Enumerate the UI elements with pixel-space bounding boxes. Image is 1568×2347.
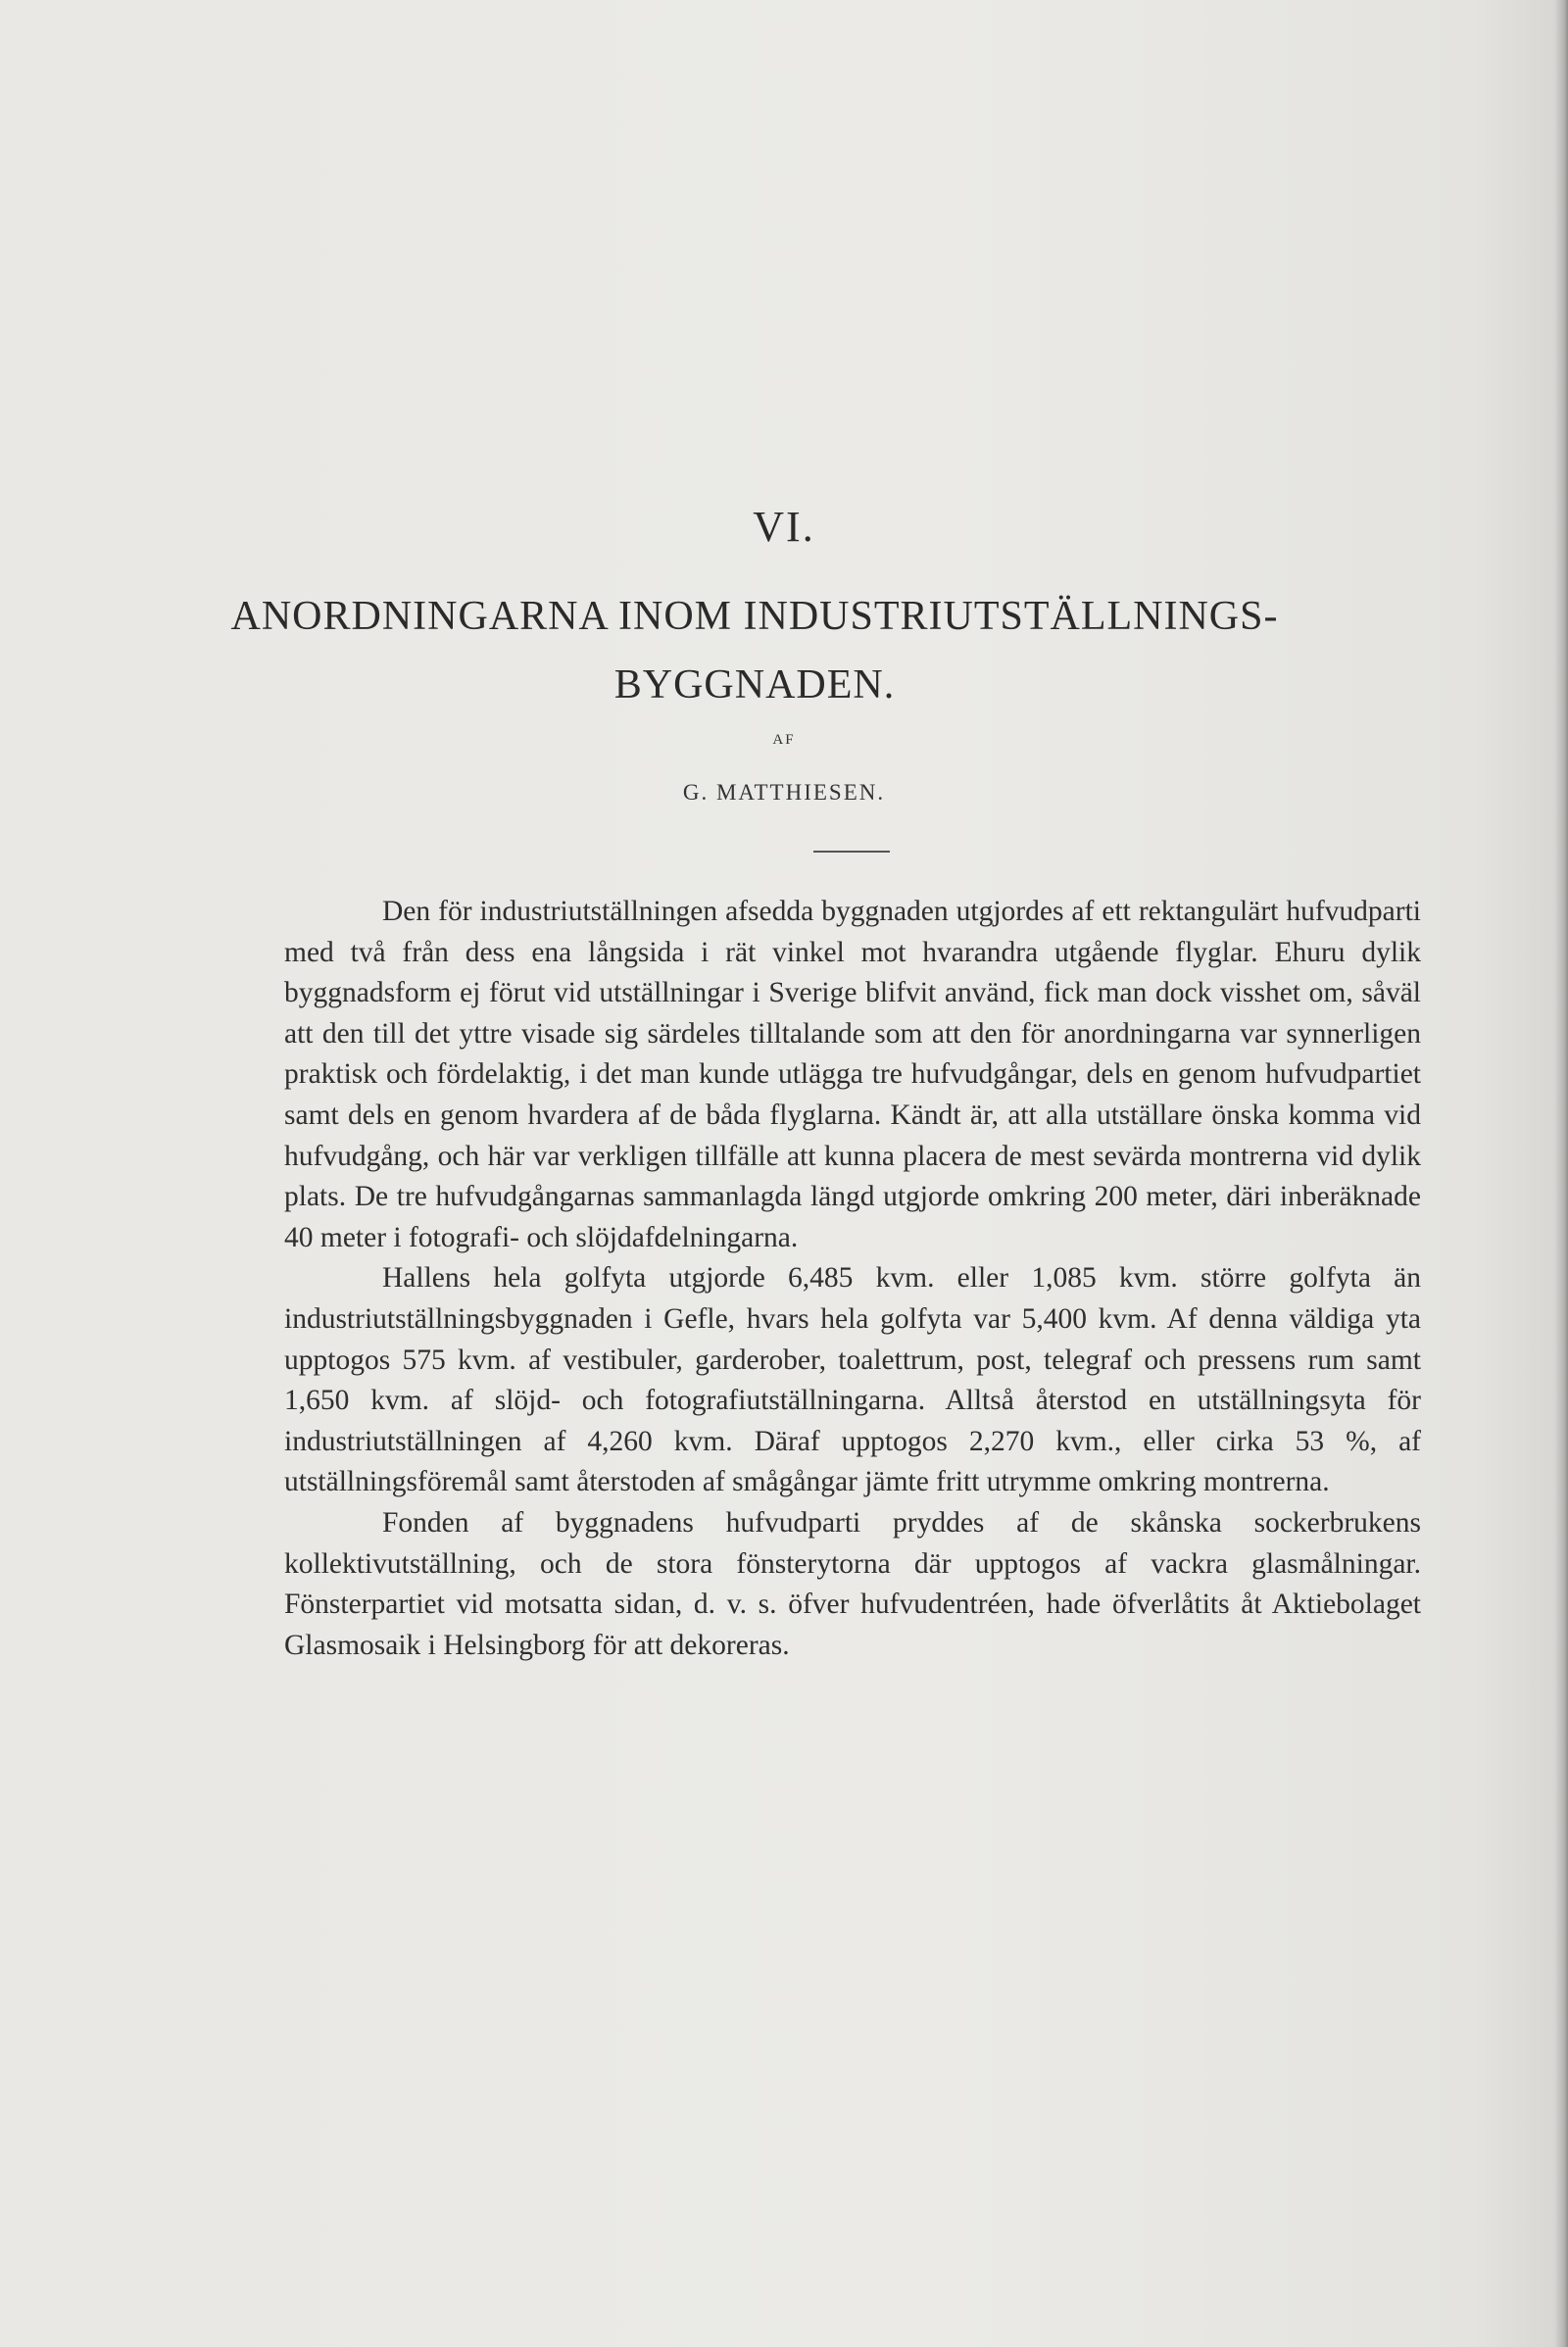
chapter-number: VI. bbox=[753, 503, 815, 551]
author-name: G. MATTHIESEN. bbox=[682, 780, 886, 805]
paragraph: Fonden af byggnadens hufvudparti pryddes af de skånska sockerbrukens kollektivutställning, och de stora fönsterytorna där upptogos af vackra glasmålningar. Fönsterpartiet vid motsatta sidan, d. v. s. öfver hufvudentréen, hade öfverlåtits åt Aktiebolaget Glasmosaik i Helsingborg för att dekoreras. bbox=[284, 1506, 1421, 1661]
body-text bbox=[284, 892, 1421, 1666]
paragraph: Den för industriutställningen afsedda byggnaden utgjordes af ett rektangulärt hufvudparti med två från dess ena långsida i rät vinkel mot hvarandra utgående flyglar. Ehuru dylik byggnadsform ej förut vid utställningar i Sverige blifvit använd, fick man dock visshet om, såväl att den till det yttre visade sig särdeles tilltalande som att den för anordningarna var synnerligen praktisk och fördelaktig, i det man kunde utlägga tre hufvudgångar, dels en genom hufvudpartiet samt dels en genom hvardera af de båda flyglarna. Kändt är, att alla utställare önska komma vid hufvudgång, och här var verkligen tillfälle att kunna placera de mest sevärda montrerna vid dylik plats. De tre hufvudgångarnas sammanlagda längd utgjorde omkring 200 meter, däri inberäknade 40 meter i fotografi- och slöjdafdelningarna. bbox=[284, 896, 1421, 1253]
by-label: AF bbox=[772, 732, 796, 748]
separator-rule bbox=[813, 851, 890, 853]
page-edge-shadow bbox=[1554, 0, 1568, 2347]
paragraph: Hallens hela golfyta utgjorde 6,485 kvm. eller 1,085 kvm. större golfyta än industriutställningsbyggnaden i Gefle, hvars hela golfyta var 5,400 kvm. Af denna väldiga yta upptogos 575 kvm. af vestibuler, garderober, toalettrum, post, telegraf och pressens rum samt 1,650 kvm. af slöjd- och fotografiutställningarna. Alltså återstod en utställningsyta för industriutställningen af 4,260 kvm. Däraf upptogos 2,270 kvm., eller cirka 53 %, af utställningsföremål samt återstoden af smågångar jämte fritt utrymme omkring montrerna. bbox=[284, 1262, 1421, 1498]
chapter-title: ANORDNINGARNA INOM INDUSTRIUTSTÄLLNINGS-BYGGNADEN. bbox=[230, 594, 1279, 708]
